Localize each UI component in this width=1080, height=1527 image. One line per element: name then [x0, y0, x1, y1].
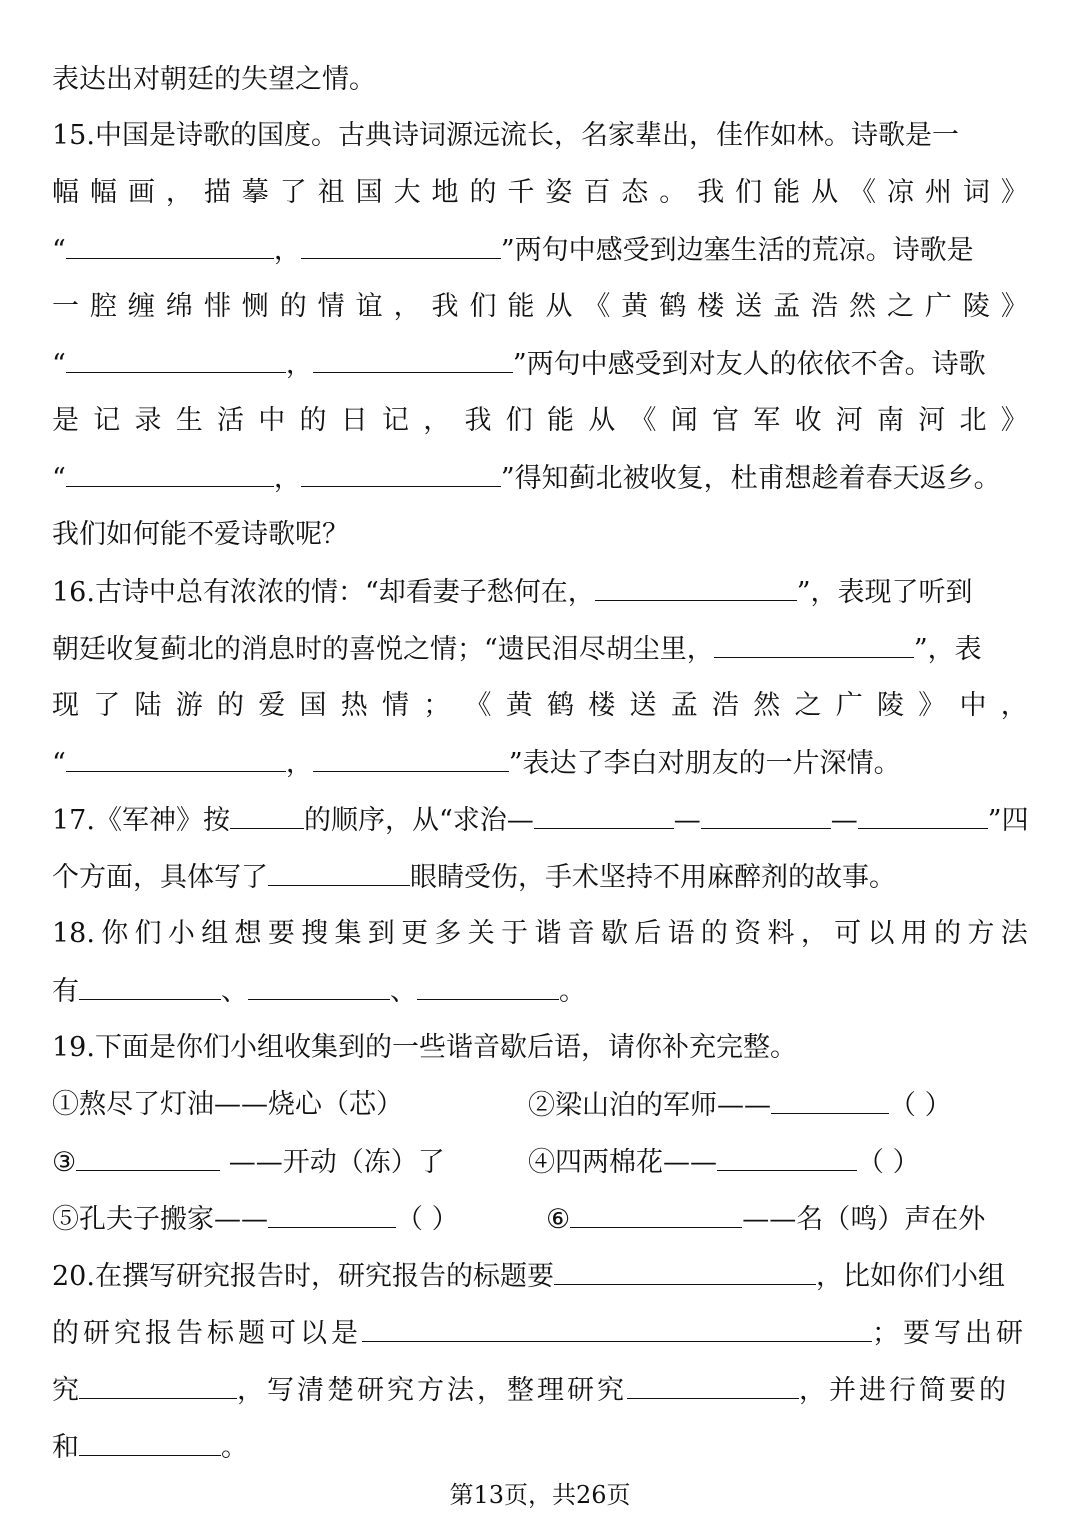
text-char: 》	[1000, 405, 1028, 436]
answer-blank[interactable]	[595, 572, 797, 601]
answer-text-line	[52, 60, 1028, 100]
text: 。	[221, 1432, 248, 1463]
question-15-line-3	[52, 230, 1028, 270]
text: ①熬尽了灯油——烧心（芯）	[52, 1089, 403, 1120]
text: 15.中国是诗歌的国度。古典诗词源远流长，名家辈出，佳作如林。诗歌是一	[52, 120, 959, 151]
text-char: 更	[401, 918, 429, 949]
text-char: 地	[431, 177, 459, 208]
text-char: 大	[393, 177, 421, 208]
text-char: 中	[258, 405, 286, 436]
answer-blank[interactable]	[417, 971, 559, 1000]
text-char: 是	[52, 405, 79, 436]
answer-blank[interactable]	[76, 1142, 220, 1171]
text-char: 浩	[712, 690, 739, 721]
question-20-line-1	[52, 1256, 1028, 1296]
text-char: 的	[217, 690, 244, 721]
text-char: 之	[886, 291, 914, 322]
text-char: 爱	[258, 690, 286, 721]
answer-blank[interactable]	[301, 458, 501, 487]
question-15-line-5	[52, 344, 1028, 384]
text-char: 河	[918, 405, 946, 436]
text-char: 的	[700, 918, 728, 949]
text-char: 《	[583, 291, 611, 322]
answer-blank[interactable]	[701, 800, 831, 829]
text-char: 资	[734, 918, 762, 949]
text: “	[52, 349, 66, 380]
text: 究	[52, 1375, 79, 1406]
question-16-line-4	[52, 743, 1028, 783]
question-15-line-6	[52, 401, 1028, 441]
text: ”四	[987, 805, 1029, 836]
text-char: 你	[101, 918, 129, 949]
text-char: 军	[753, 405, 781, 436]
text-char: 我	[697, 177, 725, 208]
text-char: 》	[918, 690, 946, 721]
text-char: 从	[545, 291, 573, 322]
text-char: 到	[367, 918, 395, 949]
text-char: 关	[467, 918, 495, 949]
text-char: ，	[800, 918, 828, 949]
text-char: 要	[267, 918, 295, 949]
text-char: 们	[469, 291, 497, 322]
answer-blank[interactable]	[268, 857, 410, 886]
text: ④四两棉花——	[528, 1147, 717, 1178]
text-char: 记	[93, 405, 121, 436]
text-char: 《	[629, 405, 657, 436]
text: ”两句中感受到边塞生活的荒凉。诗歌是	[500, 235, 974, 266]
text-char: 的	[934, 918, 962, 949]
text-char: 想	[234, 918, 262, 949]
text: ，	[273, 235, 301, 266]
answer-blank[interactable]	[627, 1370, 799, 1399]
text-char: 谐	[534, 918, 562, 949]
text: ，	[285, 349, 313, 380]
text-char: 鹤	[547, 690, 574, 721]
text-char: 浩	[811, 291, 839, 322]
text-char: 日	[340, 405, 368, 436]
text: 。	[559, 976, 586, 1007]
answer-blank[interactable]	[268, 1199, 396, 1228]
text: “	[52, 235, 66, 266]
text: 眼睛受伤，手术坚持不用麻醉剂的故事。	[410, 862, 896, 893]
answer-blank[interactable]	[362, 1313, 872, 1342]
text-char: 能	[773, 177, 801, 208]
text: 的顺序，从“求治—	[303, 805, 534, 836]
text-char: 组	[201, 918, 229, 949]
text-char: 现	[52, 690, 79, 721]
question-20-line-2	[52, 1313, 1028, 1353]
text-char: 《	[849, 177, 877, 208]
text-char: 描	[203, 177, 231, 208]
text: ”得知蓟北被收复，杜甫想趁着春天返乡。	[500, 463, 1001, 494]
text: ；要写出研	[872, 1318, 1027, 1349]
text-char: 的	[299, 405, 327, 436]
text: ——名（鸣）声在外	[742, 1204, 986, 1235]
text-char: ，	[393, 291, 421, 322]
text-char: 能	[507, 291, 535, 322]
text: 朝廷收复蓟北的消息时的喜悦之情；“遗民泪尽胡尘里，	[52, 634, 714, 665]
text: ”，表	[913, 634, 982, 665]
text-char: 小	[167, 918, 195, 949]
text-char: 搜	[301, 918, 329, 949]
text-char: 谊	[355, 291, 383, 322]
text-char: 从	[588, 405, 616, 436]
text-char: 。	[659, 177, 687, 208]
text-char: 孟	[773, 291, 801, 322]
question-15-line-1	[52, 116, 1028, 156]
question-17-line-1	[52, 800, 1028, 840]
answer-blank[interactable]	[66, 458, 274, 487]
text-char: 北	[959, 405, 987, 436]
answer-blank[interactable]	[714, 629, 914, 658]
text-char: 歇	[600, 918, 628, 949]
text-char: 记	[382, 405, 409, 436]
text-char: 音	[567, 918, 595, 949]
text-char: 方	[967, 918, 995, 949]
text: ⑥	[546, 1204, 571, 1235]
text: 16.古诗中总有浓浓的情：“却看妻子愁何在，	[52, 577, 595, 608]
text: ”两句中感受到对友人的依依不舍。诗歌	[512, 349, 986, 380]
answer-blank[interactable]	[79, 971, 221, 1000]
text-char: 》	[1000, 177, 1028, 208]
text-char: 千	[507, 177, 535, 208]
text-char: 多	[434, 918, 462, 949]
text-char: 百	[583, 177, 611, 208]
text: ③	[52, 1147, 77, 1178]
text: —	[673, 805, 701, 836]
answer-blank[interactable]	[858, 800, 988, 829]
text-char: 送	[629, 690, 657, 721]
answer-blank[interactable]	[554, 1256, 816, 1285]
text-char: ，	[1000, 690, 1028, 721]
text-char: 恻	[241, 291, 269, 322]
text-char: 缠	[127, 291, 155, 322]
text-char: 孟	[670, 690, 698, 721]
text-char: 录	[134, 405, 162, 436]
text: ，比如你们小组	[815, 1261, 1005, 1292]
answer-blank[interactable]	[230, 800, 304, 829]
text-char: 闻	[670, 405, 698, 436]
text-char: 后	[634, 918, 662, 949]
text-char: 摹	[241, 177, 269, 208]
text: 表达出对朝廷的失望之情。	[52, 64, 376, 95]
question-18-line-2	[52, 971, 1028, 1011]
text-char: 》	[1000, 291, 1028, 322]
text-char: 然	[849, 291, 877, 322]
text-char: 用	[900, 918, 928, 949]
text-char: 词	[962, 177, 990, 208]
text: 17.《军神》按	[52, 805, 230, 836]
text-char: 态	[621, 177, 649, 208]
text-char: 我	[464, 405, 492, 436]
text: ”，表现了听到	[796, 577, 973, 608]
text-char: 料	[767, 918, 795, 949]
answer-blank[interactable]	[717, 1142, 857, 1171]
text-char: 从	[811, 177, 839, 208]
text: ”表达了李白对朋友的一片深情。	[508, 748, 901, 779]
text: ，	[285, 748, 313, 779]
text-char: 们	[134, 918, 162, 949]
text-char: 18.	[52, 918, 95, 949]
text-char: 楼	[697, 291, 725, 322]
text-char: 悱	[203, 291, 231, 322]
text-char: 的	[469, 177, 497, 208]
text: ——开动（冻）了	[220, 1147, 445, 1178]
text: ，	[273, 463, 301, 494]
text: 的研究报告标题可以是	[52, 1318, 362, 1349]
text-char: 了	[93, 690, 121, 721]
text-char: 收	[794, 405, 822, 436]
text-char: 然	[753, 690, 781, 721]
answer-blank[interactable]	[534, 800, 674, 829]
text-char: 语	[667, 918, 695, 949]
text: 个方面，具体写了	[52, 862, 268, 893]
answer-blank[interactable]	[66, 344, 286, 373]
text-char: 陆	[134, 690, 162, 721]
text-char: ；	[423, 690, 451, 721]
text-char: 中	[959, 690, 987, 721]
text-char: 画	[127, 177, 155, 208]
answer-blank[interactable]	[313, 344, 513, 373]
question-15-line-7	[52, 458, 1028, 498]
text-char: 们	[505, 405, 533, 436]
question-16-line-2	[52, 629, 1028, 669]
text: 和	[52, 1432, 79, 1463]
text: 19.下面是你们小组收集到的一些谐音歇后语，请你补充完整。	[52, 1032, 797, 1063]
text-char: 陵	[877, 690, 904, 721]
question-19-row-2	[52, 1142, 1028, 1182]
text: 、	[221, 976, 248, 1007]
text: 20.在撰写研究报告时，研究报告的标题要	[52, 1261, 554, 1292]
answer-blank[interactable]	[771, 1085, 889, 1114]
text-char: 官	[712, 405, 739, 436]
text-char: 鹤	[659, 291, 687, 322]
text: 有	[52, 976, 79, 1007]
text-char: ，	[165, 177, 193, 208]
question-16-line-1	[52, 572, 1028, 612]
text-char: 国	[299, 690, 327, 721]
text-char: 广	[924, 291, 952, 322]
text-char: 送	[735, 291, 763, 322]
text: （ ）	[396, 1204, 459, 1235]
text-char: 祖	[317, 177, 345, 208]
text-char: 一	[52, 291, 79, 322]
text: ，并进行简要的	[799, 1375, 1009, 1406]
text: “	[52, 463, 66, 494]
answer-blank[interactable]	[570, 1199, 742, 1228]
answer-blank[interactable]	[301, 230, 501, 259]
text: ②梁山泊的军师——	[528, 1090, 771, 1121]
text-char: 游	[175, 690, 203, 721]
text-char: 楼	[588, 690, 616, 721]
page-number: 第13页，共26页	[449, 1481, 631, 1509]
text-char: 集	[334, 918, 362, 949]
text-char: 河	[835, 405, 863, 436]
text-char: 绵	[165, 291, 193, 322]
question-17-line-2	[52, 857, 1028, 897]
text-char: 热	[340, 690, 368, 721]
question-20-line-4	[52, 1427, 1028, 1467]
text-char: 之	[794, 690, 822, 721]
text-char: 以	[867, 918, 895, 949]
answer-blank[interactable]	[79, 1427, 221, 1456]
answer-blank[interactable]	[248, 971, 390, 1000]
answer-blank[interactable]	[79, 1370, 237, 1399]
text-char: 的	[279, 291, 307, 322]
question-15-line-8	[52, 515, 1028, 555]
text-char: 了	[279, 177, 307, 208]
question-18-line-1	[52, 914, 1028, 954]
answer-blank[interactable]	[66, 230, 274, 259]
text: “	[52, 748, 66, 779]
text-char: 姿	[545, 177, 573, 208]
text-char: ，	[423, 405, 451, 436]
text-char: 可	[834, 918, 862, 949]
text-char: 南	[877, 405, 904, 436]
text-char: 活	[217, 405, 244, 436]
text-char: 幅	[89, 177, 117, 208]
text: （ ）	[889, 1090, 952, 1121]
text-char: 腔	[89, 291, 117, 322]
question-15-line-4	[52, 287, 1028, 327]
text: ，写清楚研究方法，整理研究	[237, 1375, 627, 1406]
answer-blank[interactable]	[313, 743, 509, 772]
text-char: 生	[175, 405, 203, 436]
text: 、	[390, 976, 417, 1007]
text-char: 我	[431, 291, 459, 322]
question-20-line-3	[52, 1370, 1028, 1410]
text-char: 情	[317, 291, 345, 322]
question-19-line-1	[52, 1028, 1028, 1068]
text-char: 国	[355, 177, 383, 208]
text-char: 广	[835, 690, 863, 721]
text-char: 幅	[52, 177, 79, 208]
text-char: 黄	[621, 291, 649, 322]
text-char: 情	[382, 690, 409, 721]
text: —	[830, 805, 858, 836]
answer-blank[interactable]	[66, 743, 286, 772]
text-char: 们	[735, 177, 763, 208]
question-19-row-1	[52, 1085, 1028, 1125]
text-char: 于	[501, 918, 529, 949]
text-char: 凉	[886, 177, 914, 208]
question-15-line-2	[52, 173, 1028, 213]
text-char: 黄	[505, 690, 533, 721]
text: ⑤孔夫子搬家——	[52, 1204, 268, 1235]
text-char: 州	[924, 177, 952, 208]
text-char: 能	[547, 405, 574, 436]
text: （ ）	[857, 1147, 920, 1178]
text-char: 陵	[962, 291, 990, 322]
text-char: 《	[464, 690, 492, 721]
question-16-line-3	[52, 686, 1028, 726]
text: 我们如何能不爱诗歌呢？	[52, 519, 349, 550]
question-19-row-3	[52, 1199, 1028, 1239]
text-char: 法	[1000, 918, 1028, 949]
